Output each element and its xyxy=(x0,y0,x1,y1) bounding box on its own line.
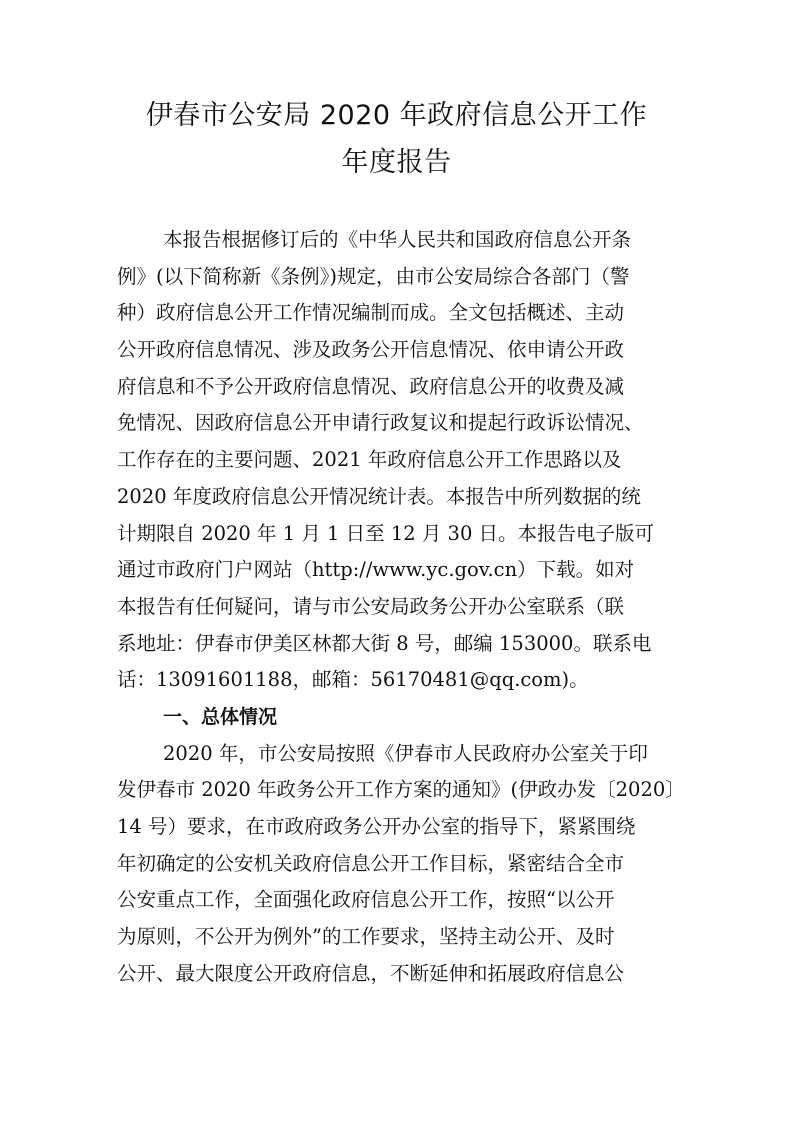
report-title-line-2: 年度报告 xyxy=(341,147,452,178)
intro-line: 话：13091601188，邮箱：56170481@qq.com)。 xyxy=(117,668,589,692)
intro-line: 种）政府信息公开工作情况编制而成。全文包括概述、主动 xyxy=(117,301,625,325)
intro-line: 工作存在的主要问题、2021 年政府信息公开工作思路以及 xyxy=(117,448,622,472)
intro-line: 本报告有任何疑问，请与市公安局政务公开办公室联系（联 xyxy=(117,594,625,618)
section-heading-overview: 一、总体情况 xyxy=(163,705,278,728)
intro-line: 系地址：伊春市伊美区林都大街 8 号，邮编 153000。联系电 xyxy=(117,631,652,655)
section-line: 14 号）要求，在市政府政务公开办公室的指导下，紧紧围绕 xyxy=(117,815,636,838)
section-line: 公开、最大限度公开政府信息，不断延伸和拓展政府信息公 xyxy=(117,961,625,985)
intro-line: 免情况、因政府信息公开申请行政复议和提起行政诉讼情况、 xyxy=(117,411,644,435)
section-line: 2020 年，市公安局按照《伊春市人民政府办公室关于印 xyxy=(163,741,648,765)
intro-line: 通过市政府门户网站（http://www.yc.gov.cn）下载。如对 xyxy=(117,558,635,582)
intro-line: 本报告根据修订后的《中华人民共和国政府信息公开条 xyxy=(163,228,632,251)
intro-line: 计期限自 2020 年 1 月 1 日至 12 月 30 日。本报告电子版可 xyxy=(117,521,655,545)
section-line: 年初确定的公安机关政府信息公开工作目标，紧密结合全市 xyxy=(117,851,625,875)
intro-line: 例》(以下简称新《条例》)规定，由市公安局综合各部门（警 xyxy=(117,264,630,288)
report-body xyxy=(117,222,685,992)
section-line: 发伊春市 2020 年政务公开工作方案的通知》(伊政办发〔2020〕 xyxy=(117,778,685,802)
intro-line: 府信息和不予公开政府信息情况、政府信息公开的收费及减 xyxy=(117,374,625,398)
section-line: 公安重点工作，全面强化政府信息公开工作，按照“以公开 xyxy=(117,888,615,912)
report-title-line-1: 伊春市公安局 2020 年政府信息公开工作 xyxy=(145,100,648,131)
intro-line: 公开政府信息情况、涉及政务公开信息情况、依申请公开政 xyxy=(117,338,625,362)
intro-line: 2020 年度政府信息公开情况统计表。本报告中所列数据的统 xyxy=(117,484,641,508)
section-line: 为原则，不公开为例外”的工作要求，坚持主动公开、及时 xyxy=(117,925,615,949)
